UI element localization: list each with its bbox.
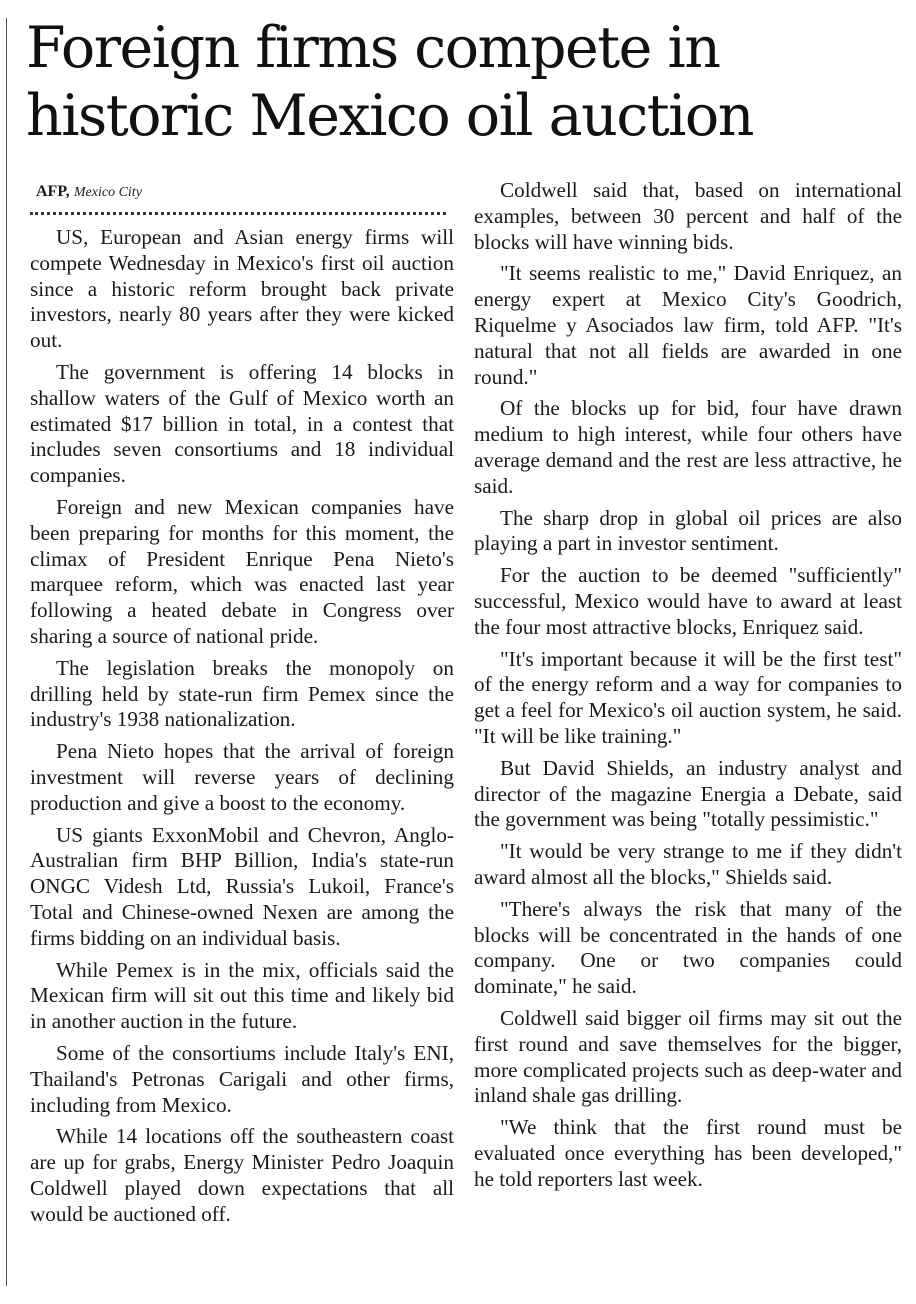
- left-column: [30, 178, 454, 1233]
- paragraph: The legislation breaks the monopoly on drilling held by state-run firm Pemex since the industry's 1938 nationalization.: [30, 655, 454, 732]
- paragraph: Coldwell said that, based on international examples, between 30 percent and half of the blocks will have winning bids.: [474, 178, 902, 254]
- paragraph: "It's important because it will be the first test" of the energy reform and a way for companies to get a feel for Mexico's oil auction system, he said. "It will be like training.": [474, 646, 902, 748]
- paragraph: The government is offering 14 blocks in shallow waters of the Gulf of Mexico worth an estimated $17 billion in total, in a contest that includes seven consortiums and 18 individual companies.: [30, 359, 454, 488]
- dotted-divider: [30, 212, 446, 215]
- paragraph: Some of the consortiums include Italy's ENI, Thailand's Petronas Carigali and other firms, including from Mexico.: [30, 1040, 454, 1117]
- paragraph: Of the blocks up for bid, four have drawn medium to high interest, while four others have average demand and the rest are less attractive, he said.: [474, 396, 902, 498]
- paragraph: While 14 locations off the southeastern coast are up for grabs, Energy Minister Pedro Joaquin Coldwell played down expectations that all would be auctioned off.: [30, 1124, 454, 1226]
- left-column-rule: [6, 18, 7, 1286]
- paragraph: US giants ExxonMobil and Chevron, Anglo-Australian firm BHP Billion, India's state-run ONGC Videsh Ltd, Russia's Lukoil, France's Total and Chinese-owned Nexen are among the firms bidding on an individual basis.: [30, 822, 454, 950]
- paragraph: The sharp drop in global oil prices are also playing a part in investor sentiment.: [474, 505, 902, 556]
- paragraph: "It would be very strange to me if they didn't award almost all the blocks," Shields said.: [474, 839, 902, 889]
- paragraph: "It seems realistic to me," David Enriquez, an energy expert at Mexico City's Goodrich, Riquelme y Asociados law firm, told AFP. "It's natural that not all fields are awarded in one round.": [474, 261, 902, 389]
- paragraph: Pena Nieto hopes that the arrival of foreign investment will reverse years of declining production and give a boost to the economy.: [30, 739, 454, 815]
- paragraph: US, European and Asian energy firms will compete Wednesday in Mexico's first oil auction since a historic reform brought back private investors, nearly 80 years after they were kicked out.: [30, 225, 454, 353]
- paragraph: But David Shields, an industry analyst and director of the magazine Energia a Debate, said the government was being "totally pessimistic.": [474, 755, 902, 832]
- right-column: [474, 178, 902, 1198]
- paragraph: Coldwell said bigger oil firms may sit out the first round and save themselves for the bigger, more complicated projects such as deep-water and inland shale gas drilling.: [474, 1005, 902, 1108]
- byline-agency: AFP,: [36, 183, 70, 200]
- headline: Foreign firms compete in historic Mexico oil auction: [26, 15, 753, 149]
- paragraph: "There's always the risk that many of the blocks will be concentrated in the hands of one company. One or two companies could dominate," he said.: [474, 896, 902, 999]
- paragraph: For the auction to be deemed "sufficiently" successful, Mexico would have to award at least the four most attractive blocks, Enriquez said.: [474, 563, 902, 639]
- paragraph: "We think that the first round must be evaluated once everything has been developed," he told reporters last week.: [474, 1115, 902, 1191]
- paragraph: Foreign and new Mexican companies have been preparing for months for this moment, the climax of President Enrique Pena Nieto's marquee reform, which was enacted last year following a heated debate in Congress over sharing a source of national pride.: [30, 494, 454, 648]
- paragraph: While Pemex is in the mix, officials said the Mexican firm will sit out this time and likely bid in another auction in the future.: [30, 957, 454, 1034]
- byline-location: Mexico City: [73, 185, 142, 200]
- byline: [30, 178, 454, 204]
